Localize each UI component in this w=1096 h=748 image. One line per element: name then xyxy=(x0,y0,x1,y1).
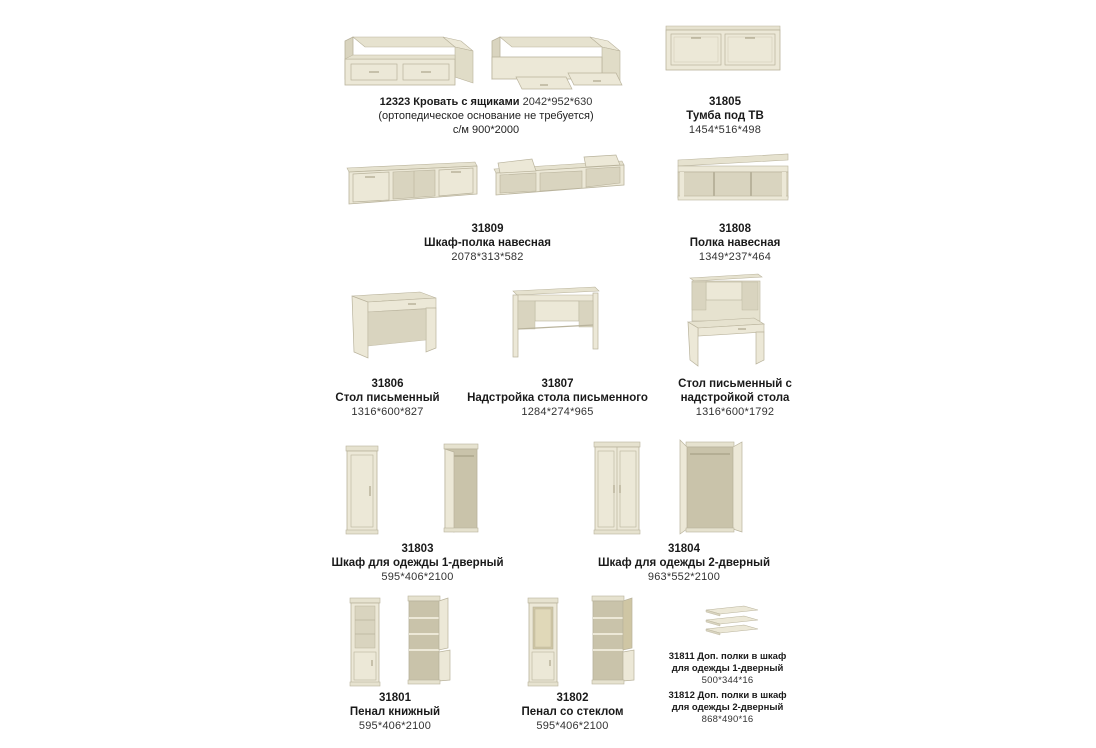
item-dims: 2042*952*630 xyxy=(522,96,593,108)
item-code: 31811 xyxy=(668,651,695,662)
wardrobe-2-door-open-image xyxy=(678,438,744,536)
item-dims: 1349*237*464 xyxy=(698,251,772,263)
item-name-line2: для одежды 1-дверный xyxy=(671,663,784,674)
item-code: 31801 xyxy=(379,692,411,704)
item-code: 31812 xyxy=(668,690,695,701)
item-dims: 963*552*2100 xyxy=(647,571,721,583)
item-name-line2: для одежды 2-дверный xyxy=(671,702,784,713)
item-name: Кровать с ящиками xyxy=(413,96,520,108)
caption-31803 xyxy=(325,542,510,584)
wardrobe-2-door-image xyxy=(592,440,642,536)
item-dims: 1454*516*498 xyxy=(688,124,762,136)
desk-hutch-image xyxy=(509,285,604,360)
item-code: 31804 xyxy=(668,543,700,555)
item-name-line1: Стол письменный с xyxy=(678,378,792,390)
item-name-line1: Доп. полки в шкаф xyxy=(697,651,787,662)
item-dims: 500*344*16 xyxy=(701,675,754,686)
item-dims: 2078*313*582 xyxy=(451,251,524,263)
bookcase-image xyxy=(348,596,382,688)
writing-desk-image xyxy=(350,290,440,360)
caption-31801 xyxy=(330,691,460,733)
item-name-line2: надстройкой стола xyxy=(680,392,790,404)
wall-shelf-image xyxy=(676,152,791,207)
item-dims: 868*490*16 xyxy=(701,714,754,725)
item-code: 31802 xyxy=(556,692,589,704)
item-name: Полка навесная xyxy=(689,237,781,249)
item-code: 12323 xyxy=(379,96,411,108)
wardrobe-1-door-open-image xyxy=(440,442,482,536)
item-name: Пенал книжный xyxy=(349,706,441,718)
item-code: 31807 xyxy=(541,378,574,390)
glass-cabinet-image xyxy=(526,596,560,688)
caption-31806 xyxy=(325,377,450,419)
item-code: 31809 xyxy=(471,223,504,235)
item-dims: 1316*600*1792 xyxy=(695,406,775,418)
bed-with-drawers-image xyxy=(343,33,478,88)
caption-31811 xyxy=(660,651,795,687)
caption-31804 xyxy=(590,542,778,584)
caption-31808 xyxy=(670,222,800,264)
wall-cabinet-shelf-open-image xyxy=(492,155,632,210)
caption-31809 xyxy=(410,222,565,264)
item-dims: 1284*274*965 xyxy=(521,406,594,418)
caption-12323 xyxy=(346,95,626,137)
bed-drawers-open-image xyxy=(490,33,630,93)
item-name: Шкаф-полка навесная xyxy=(424,237,551,249)
wardrobe-1-door-image xyxy=(344,444,380,536)
item-note: с/м 900*2000 xyxy=(452,124,520,136)
desk-with-hutch-image xyxy=(686,272,766,367)
item-code: 31806 xyxy=(371,378,404,390)
item-code: 31808 xyxy=(719,223,751,235)
caption-desk-with-hutch xyxy=(670,377,800,419)
item-code: 31803 xyxy=(401,543,434,555)
item-dims: 1316*600*827 xyxy=(351,406,424,418)
item-note: (ортопедическое основание не требуется) xyxy=(378,110,594,122)
caption-31807 xyxy=(460,377,655,419)
caption-31812 xyxy=(660,690,795,726)
item-name: Стол письменный xyxy=(335,392,440,404)
extra-shelves-image xyxy=(704,604,760,636)
item-name-line1: Доп. полки в шкаф xyxy=(697,690,787,701)
caption-31805 xyxy=(660,95,790,137)
glass-cabinet-open-image xyxy=(588,594,636,688)
item-name: Пенал со стеклом xyxy=(521,706,624,718)
item-name: Тумба под ТВ xyxy=(686,110,764,122)
item-dims: 595*406*2100 xyxy=(358,720,432,732)
caption-31802 xyxy=(505,691,640,733)
item-code: 31805 xyxy=(709,96,741,108)
wall-cabinet-shelf-image xyxy=(345,160,480,215)
item-dims: 595*406*2100 xyxy=(536,720,609,732)
item-dims: 595*406*2100 xyxy=(381,571,454,583)
bookcase-open-image xyxy=(404,594,452,688)
tv-stand-image xyxy=(664,22,782,74)
item-name: Шкаф для одежды 1-дверный xyxy=(331,557,504,569)
item-name: Шкаф для одежды 2-дверный xyxy=(597,557,771,569)
item-name: Надстройка стола письменного xyxy=(467,392,648,404)
